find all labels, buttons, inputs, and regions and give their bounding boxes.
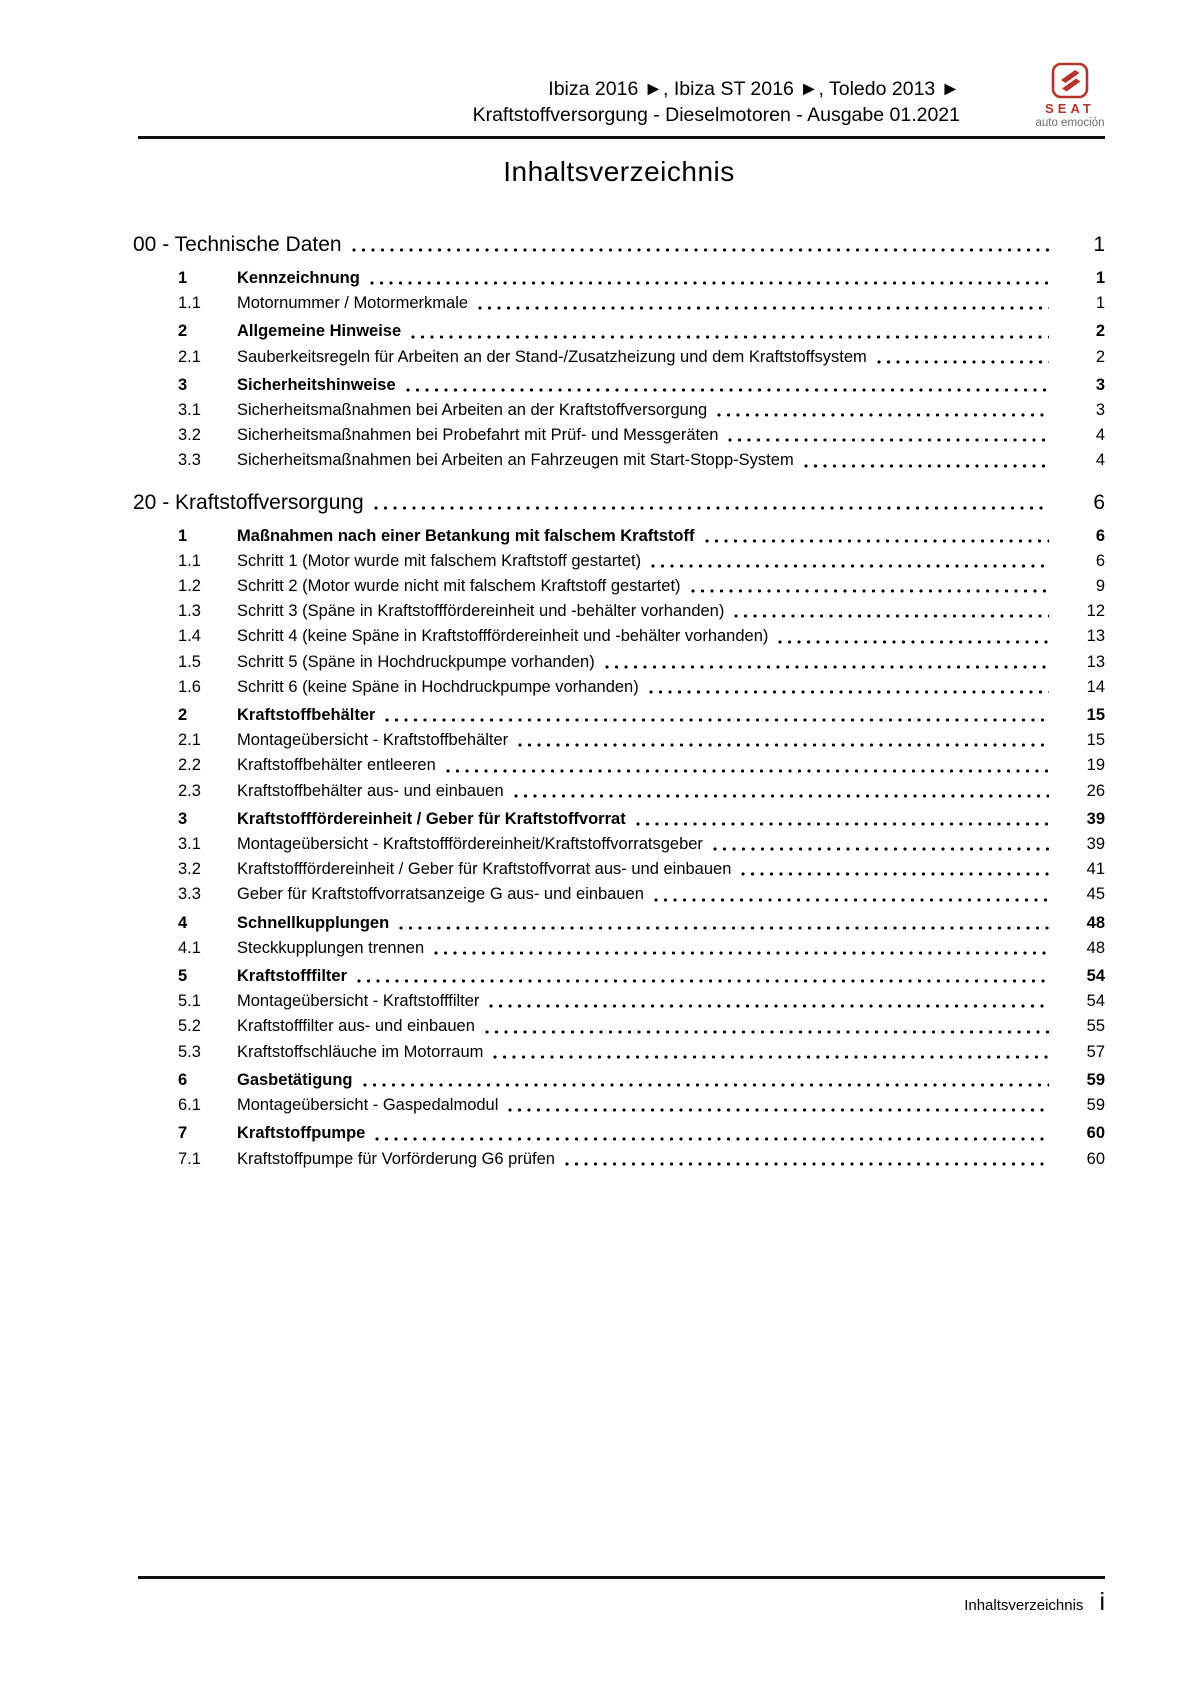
entry-page-number: 39 <box>1086 809 1105 828</box>
toc-entry-row[interactable] <box>133 345 1105 370</box>
dot-leader <box>508 1093 1049 1118</box>
dot-leader <box>375 1121 1049 1146</box>
entry-title: Maßnahmen nach einer Betankung mit falschem Kraftstoff <box>237 526 695 545</box>
dot-leader <box>352 230 1049 260</box>
entry-page-number: 19 <box>1086 756 1105 775</box>
dot-leader <box>734 599 1049 624</box>
entry-number: 5.3 <box>178 1042 201 1061</box>
entry-number: 3.3 <box>178 885 201 904</box>
toc-entry-row[interactable] <box>133 319 1105 344</box>
entry-number: 5 <box>178 967 188 986</box>
entry-title: Kraftstoffbehälter entleeren <box>237 756 436 775</box>
chapter-page-number: 6 <box>1093 490 1105 514</box>
entry-page-number: 12 <box>1086 602 1105 621</box>
entry-number: 1.6 <box>178 677 201 696</box>
toc-entry-row[interactable] <box>133 423 1105 448</box>
entry-number: 7.1 <box>178 1149 201 1168</box>
entry-number: 6 <box>178 1070 188 1089</box>
seat-tagline: auto emoción <box>1035 117 1105 129</box>
toc-entry-row[interactable] <box>133 857 1105 882</box>
toc-entry-row[interactable] <box>133 1040 1105 1065</box>
toc-entry-row[interactable] <box>133 291 1105 316</box>
toc-entry-row[interactable] <box>133 753 1105 778</box>
dot-leader <box>877 345 1049 370</box>
dot-leader <box>778 624 1049 649</box>
entry-page-number: 59 <box>1086 1070 1105 1089</box>
toc-entry-row[interactable] <box>133 964 1105 989</box>
entry-title: Kraftstofffördereinheit / Geber für Kraftstoffvorrat <box>237 809 626 828</box>
entry-page-number: 41 <box>1086 860 1105 879</box>
entry-number: 3.2 <box>178 860 201 879</box>
toc-chapter <box>133 230 1105 474</box>
dot-leader <box>565 1147 1049 1172</box>
entry-number: 6.1 <box>178 1096 201 1115</box>
toc-entry-row[interactable] <box>133 1014 1105 1039</box>
entry-page-number: 6 <box>1095 526 1105 545</box>
entry-title: Sicherheitshinweise <box>237 375 396 394</box>
entry-title: Montageübersicht - Gaspedalmodul <box>237 1096 499 1115</box>
dot-leader <box>728 423 1049 448</box>
dot-leader <box>489 989 1049 1014</box>
toc-entry-row[interactable] <box>133 624 1105 649</box>
entry-page-number: 9 <box>1095 577 1105 596</box>
entry-title: Schritt 5 (Späne in Hochdruckpumpe vorhanden) <box>237 652 595 671</box>
entry-number: 2.2 <box>178 756 201 775</box>
entry-number: 1.1 <box>178 551 201 570</box>
toc-entry-row[interactable] <box>133 728 1105 753</box>
entry-number: 3 <box>178 809 188 828</box>
toc-entry-row[interactable] <box>133 779 1105 804</box>
toc-entry-row[interactable] <box>133 936 1105 961</box>
entry-title: Sauberkeitsregeln für Arbeiten an der Stand-/Zusatzheizung und dem Kraftstoffsystem <box>237 347 867 366</box>
entry-title: Schnellkupplungen <box>237 913 390 932</box>
entry-page-number: 4 <box>1095 426 1105 445</box>
entry-number: 1.2 <box>178 577 201 596</box>
entry-title: Montageübersicht - Kraftstofffördereinheit/Kraftstoffvorratsgeber <box>237 835 703 854</box>
entry-title: Gasbetätigung <box>237 1070 353 1089</box>
dot-leader <box>374 488 1049 518</box>
entry-title: Allgemeine Hinweise <box>237 322 402 341</box>
dot-leader <box>399 911 1049 936</box>
entry-title: Kraftstoffbehälter aus- und einbauen <box>237 781 504 800</box>
dot-leader <box>691 574 1049 599</box>
entry-number: 2 <box>178 706 188 725</box>
dot-leader <box>804 448 1049 473</box>
toc-entry-row[interactable] <box>133 650 1105 675</box>
entry-page-number: 45 <box>1086 885 1105 904</box>
entry-title: Sicherheitsmaßnahmen bei Arbeiten an Fahrzeugen mit Start-Stopp-System <box>237 451 794 470</box>
entry-page-number: 60 <box>1086 1149 1105 1168</box>
dot-leader <box>485 1014 1049 1039</box>
dot-leader <box>705 524 1050 549</box>
header-models-line: Ibiza 2016 ►, Ibiza ST 2016 ►, Toledo 2013 ► <box>548 78 960 100</box>
entry-page-number: 1 <box>1095 294 1105 313</box>
dot-leader <box>385 703 1049 728</box>
footer-divider <box>138 1576 1105 1579</box>
toc-chapter-entries <box>133 524 1105 1172</box>
entry-page-number: 3 <box>1095 375 1105 394</box>
toc-entry-row[interactable] <box>133 882 1105 907</box>
entry-number: 2.1 <box>178 347 201 366</box>
toc-chapter-row[interactable] <box>133 230 1105 260</box>
toc-entry-row[interactable] <box>133 675 1105 700</box>
entry-number: 1.4 <box>178 627 201 646</box>
toc-entry-row[interactable] <box>133 832 1105 857</box>
dot-leader <box>446 753 1049 778</box>
entry-number: 1 <box>178 526 188 545</box>
entry-page-number: 15 <box>1086 706 1105 725</box>
footer-page-number: i <box>1099 1588 1105 1616</box>
dot-leader <box>741 857 1049 882</box>
entry-number: 3.1 <box>178 835 201 854</box>
toc-chapter <box>133 488 1105 1172</box>
entry-title: Schritt 2 (Motor wurde nicht mit falschem Kraftstoff gestartet) <box>237 577 681 596</box>
entry-page-number: 57 <box>1086 1042 1105 1061</box>
toc-entry-row[interactable] <box>133 703 1105 728</box>
entry-title: Schritt 3 (Späne in Kraftstofffördereinheit und -behälter vorhanden) <box>237 602 725 621</box>
entry-page-number: 14 <box>1086 677 1105 696</box>
toc-entry-row[interactable] <box>133 989 1105 1014</box>
entry-page-number: 54 <box>1086 967 1105 986</box>
dot-leader <box>717 398 1049 423</box>
toc-entry-row[interactable] <box>133 448 1105 473</box>
entry-page-number: 48 <box>1086 913 1105 932</box>
toc-entry-row[interactable] <box>133 524 1105 549</box>
toc-entry-row[interactable] <box>133 1093 1105 1118</box>
entry-page-number: 54 <box>1086 992 1105 1011</box>
chapter-label: 00 - Technische Daten <box>133 233 342 256</box>
entry-title: Kraftstofffilter aus- und einbauen <box>237 1017 475 1036</box>
entry-title: Steckkupplungen trennen <box>237 938 425 957</box>
entry-title: Kraftstofffilter <box>237 967 347 986</box>
toc-entry-row[interactable] <box>133 549 1105 574</box>
toc <box>133 230 1105 1172</box>
entry-page-number: 13 <box>1086 627 1105 646</box>
dot-leader <box>654 882 1049 907</box>
dot-leader <box>411 319 1049 344</box>
toc-entry-row[interactable] <box>133 599 1105 624</box>
entry-number: 2.3 <box>178 781 201 800</box>
dot-leader <box>605 650 1049 675</box>
chapter-page-number: 1 <box>1093 233 1105 256</box>
entry-title: Kraftstoffpumpe für Vorförderung G6 prüfen <box>237 1149 555 1168</box>
entry-number: 2 <box>178 322 188 341</box>
entry-page-number: 26 <box>1086 781 1105 800</box>
header-divider <box>138 136 1105 139</box>
entry-page-number: 39 <box>1086 835 1105 854</box>
entry-page-number: 48 <box>1086 938 1105 957</box>
entry-title: Sicherheitsmaßnahmen bei Arbeiten an der Kraftstoffversorgung <box>237 401 708 420</box>
entry-title: Kraftstoffbehälter <box>237 706 376 725</box>
entry-page-number: 15 <box>1086 731 1105 750</box>
toc-entry-row[interactable] <box>133 807 1105 832</box>
entry-page-number: 6 <box>1095 551 1105 570</box>
entry-number: 5.1 <box>178 992 201 1011</box>
seat-wordmark: SEAT <box>1045 101 1095 116</box>
toc-entry-row[interactable] <box>133 373 1105 398</box>
entry-number: 1.3 <box>178 602 201 621</box>
entry-number: 3.3 <box>178 451 201 470</box>
entry-number: 7 <box>178 1124 188 1143</box>
chapter-label: 20 - Kraftstoffversorgung <box>133 490 364 514</box>
toc-entry-row[interactable] <box>133 1068 1105 1093</box>
entry-title: Montageübersicht - Kraftstofffilter <box>237 992 480 1011</box>
entry-title: Schritt 6 (keine Späne in Hochdruckpumpe vorhanden) <box>237 677 639 696</box>
dot-leader <box>434 936 1049 961</box>
seat-emblem-icon <box>1051 62 1089 99</box>
entry-title: Kennzeichnung <box>237 269 360 287</box>
dot-leader <box>363 1068 1049 1093</box>
entry-page-number: 55 <box>1086 1017 1105 1036</box>
entry-page-number: 4 <box>1095 451 1105 470</box>
dot-leader <box>636 807 1049 832</box>
entry-page-number: 2 <box>1095 322 1105 341</box>
entry-title: Geber für Kraftstoffvorratsanzeige G aus- und einbauen <box>237 885 644 904</box>
footer-section-label: Inhaltsverzeichnis <box>964 1597 1084 1614</box>
seat-logo <box>1034 62 1106 129</box>
entry-title: Motornummer / Motormerkmale <box>237 294 469 313</box>
footer <box>964 1588 1105 1617</box>
dot-leader <box>370 266 1049 291</box>
dot-leader <box>478 291 1049 316</box>
entry-page-number: 13 <box>1086 652 1105 671</box>
toc-entry-row[interactable] <box>133 574 1105 599</box>
dot-leader <box>713 832 1049 857</box>
entry-number: 2.1 <box>178 731 201 750</box>
toc-chapter-entries <box>133 266 1105 474</box>
entry-page-number: 59 <box>1086 1096 1105 1115</box>
entry-page-number: 1 <box>1095 269 1105 287</box>
entry-page-number: 2 <box>1095 347 1105 366</box>
dot-leader <box>651 549 1049 574</box>
entry-title: Schritt 4 (keine Späne in Kraftstofffördereinheit und -behälter vorhanden) <box>237 627 769 646</box>
dot-leader <box>493 1040 1049 1065</box>
toc-entry-row[interactable] <box>133 911 1105 936</box>
toc-chapter-row[interactable] <box>133 488 1105 518</box>
entry-number: 1 <box>178 269 188 287</box>
page-title: Inhaltsverzeichnis <box>503 156 735 187</box>
entry-number: 4 <box>178 913 188 932</box>
dot-leader <box>518 728 1049 753</box>
entry-number: 5.2 <box>178 1017 201 1036</box>
entry-number: 4.1 <box>178 938 201 957</box>
dot-leader <box>514 779 1049 804</box>
entry-title: Kraftstoffpumpe <box>237 1124 366 1143</box>
entry-number: 1.1 <box>178 294 201 313</box>
dot-leader <box>357 964 1049 989</box>
entry-number: 3.2 <box>178 426 201 445</box>
entry-title: Kraftstoffschläuche im Motorraum <box>237 1042 484 1061</box>
entry-number: 3 <box>178 375 188 394</box>
entry-title: Montageübersicht - Kraftstoffbehälter <box>237 731 509 750</box>
header <box>473 76 960 128</box>
entry-page-number: 60 <box>1086 1124 1105 1143</box>
toc-entry-row[interactable] <box>133 1147 1105 1172</box>
toc-entry-row[interactable] <box>133 1121 1105 1146</box>
toc-entry-row[interactable] <box>133 398 1105 423</box>
header-doc-line: Kraftstoffversorgung - Dieselmotoren - Ausgabe 01.2021 <box>472 104 960 126</box>
dot-leader <box>406 373 1049 398</box>
toc-entry-row[interactable] <box>133 266 1105 291</box>
entry-page-number: 3 <box>1095 401 1105 420</box>
entry-title: Kraftstofffördereinheit / Geber für Kraftstoffvorrat aus- und einbauen <box>237 860 732 879</box>
dot-leader <box>649 675 1049 700</box>
entry-title: Sicherheitsmaßnahmen bei Probefahrt mit Prüf- und Messgeräten <box>237 426 719 445</box>
entry-number: 1.5 <box>178 652 201 671</box>
entry-number: 3.1 <box>178 401 201 420</box>
entry-title: Schritt 1 (Motor wurde mit falschem Kraftstoff gestartet) <box>237 551 642 570</box>
